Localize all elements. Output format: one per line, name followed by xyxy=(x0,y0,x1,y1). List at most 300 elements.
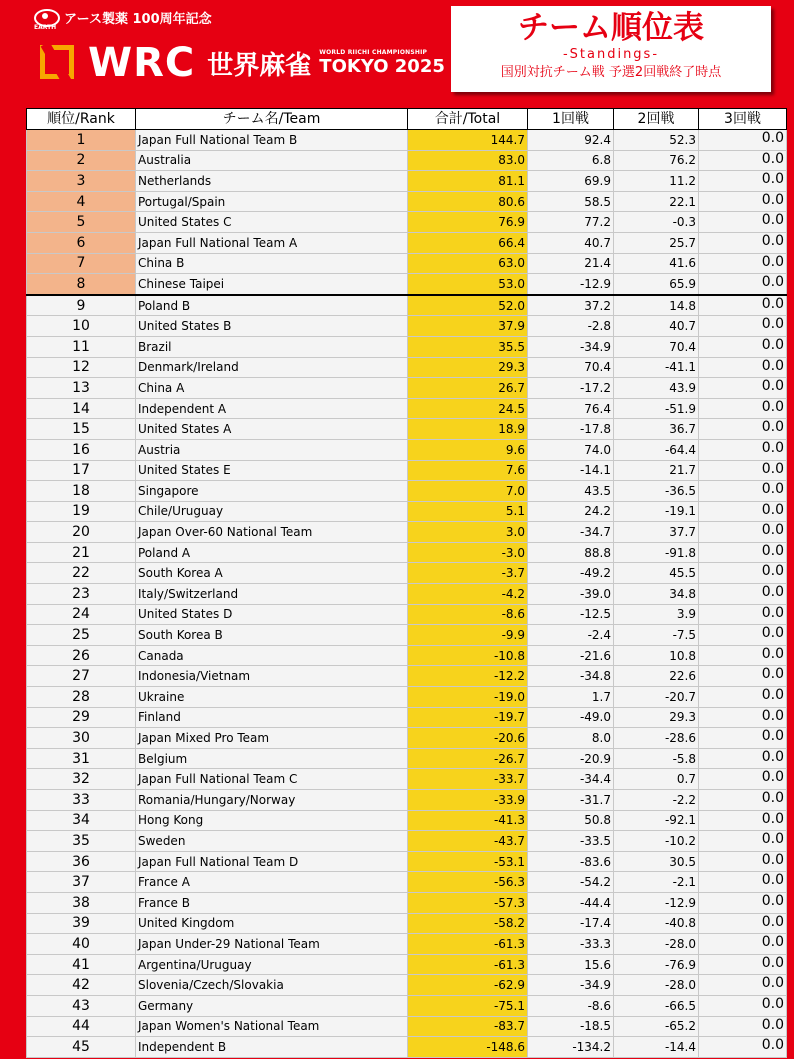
table-row xyxy=(27,460,787,481)
total-cell: -61.3 xyxy=(408,954,528,975)
round1-cell: -2.4 xyxy=(528,625,614,646)
round1-cell: -12.9 xyxy=(528,274,614,295)
team-name-cell: Chile/Uruguay xyxy=(136,501,408,522)
round3-cell: 0.0 xyxy=(699,481,787,502)
round1-cell: -34.9 xyxy=(528,336,614,357)
round3-cell: 0.0 xyxy=(699,934,787,955)
rank-cell: 29 xyxy=(27,707,136,728)
team-name-cell: China B xyxy=(136,253,408,274)
rank-cell: 36 xyxy=(27,851,136,872)
rank-cell: 3 xyxy=(27,171,136,192)
team-name-cell: France A xyxy=(136,872,408,893)
round2-cell: 45.5 xyxy=(614,563,699,584)
round3-cell: 0.0 xyxy=(699,191,787,212)
rank-cell: 8 xyxy=(27,274,136,295)
rank-cell: 14 xyxy=(27,398,136,419)
table-row xyxy=(27,274,787,295)
logo-small-text: WORLD RIICHI CHAMPIONSHIP xyxy=(319,49,428,56)
total-cell: 18.9 xyxy=(408,419,528,440)
round2-cell: -12.9 xyxy=(614,892,699,913)
round1-cell: 1.7 xyxy=(528,687,614,708)
round1-cell: 74.0 xyxy=(528,439,614,460)
logo-city-text: TOKYO 2025 xyxy=(319,56,445,77)
round2-cell: -28.0 xyxy=(614,934,699,955)
logo-jp-text: 世界麻雀 xyxy=(207,50,312,81)
table-row xyxy=(27,130,787,151)
round3-cell: 0.0 xyxy=(699,810,787,831)
team-name-cell: Argentina/Uruguay xyxy=(136,954,408,975)
round1-cell: -33.5 xyxy=(528,831,614,852)
rank-cell: 33 xyxy=(27,790,136,811)
rank-cell: 44 xyxy=(27,1016,136,1037)
total-cell: 26.7 xyxy=(408,378,528,399)
round3-cell: 0.0 xyxy=(699,975,787,996)
table-row xyxy=(27,212,787,233)
title-box xyxy=(451,6,771,92)
round3-cell: 0.0 xyxy=(699,542,787,563)
team-name-cell: Japan Full National Team A xyxy=(136,232,408,253)
table-row xyxy=(27,645,787,666)
team-name-cell: Romania/Hungary/Norway xyxy=(136,790,408,811)
round1-cell: -39.0 xyxy=(528,584,614,605)
table-row xyxy=(27,790,787,811)
team-name-cell: United States D xyxy=(136,604,408,625)
table-row xyxy=(27,336,787,357)
total-cell: 37.9 xyxy=(408,316,528,337)
rank-cell: 19 xyxy=(27,501,136,522)
total-cell: 35.5 xyxy=(408,336,528,357)
round1-cell: 6.8 xyxy=(528,150,614,171)
round3-cell: 0.0 xyxy=(699,1037,787,1058)
table-row xyxy=(27,522,787,543)
team-name-cell: Japan Full National Team C xyxy=(136,769,408,790)
table-row xyxy=(27,769,787,790)
team-name-cell: France B xyxy=(136,892,408,913)
round1-cell: -44.4 xyxy=(528,892,614,913)
team-name-cell: Hong Kong xyxy=(136,810,408,831)
round2-cell: -28.6 xyxy=(614,728,699,749)
total-cell: 5.1 xyxy=(408,501,528,522)
round1-cell: -34.7 xyxy=(528,522,614,543)
total-cell: 81.1 xyxy=(408,171,528,192)
table-row xyxy=(27,232,787,253)
round1-cell: -17.2 xyxy=(528,378,614,399)
team-name-cell: Japan Full National Team D xyxy=(136,851,408,872)
rank-cell: 37 xyxy=(27,872,136,893)
round1-cell: -17.4 xyxy=(528,913,614,934)
table-row xyxy=(27,150,787,171)
table-row xyxy=(27,748,787,769)
table-row xyxy=(27,563,787,584)
round3-cell: 0.0 xyxy=(699,419,787,440)
team-name-cell: Austria xyxy=(136,439,408,460)
team-name-cell: Italy/Switzerland xyxy=(136,584,408,605)
rank-cell: 43 xyxy=(27,995,136,1016)
team-name-cell: Germany xyxy=(136,995,408,1016)
total-cell: -20.6 xyxy=(408,728,528,749)
total-cell: -148.6 xyxy=(408,1037,528,1058)
total-cell: -83.7 xyxy=(408,1016,528,1037)
table-row xyxy=(27,295,787,316)
round1-cell: 58.5 xyxy=(528,191,614,212)
total-cell: -43.7 xyxy=(408,831,528,852)
round1-cell: -2.8 xyxy=(528,316,614,337)
rank-cell: 30 xyxy=(27,728,136,749)
round3-cell: 0.0 xyxy=(699,357,787,378)
rank-cell: 24 xyxy=(27,604,136,625)
round1-cell: 24.2 xyxy=(528,501,614,522)
team-name-cell: Brazil xyxy=(136,336,408,357)
table-header-row xyxy=(27,109,787,130)
round2-cell: -2.2 xyxy=(614,790,699,811)
total-cell: 29.3 xyxy=(408,357,528,378)
round1-cell: -33.3 xyxy=(528,934,614,955)
round1-cell: 76.4 xyxy=(528,398,614,419)
rank-cell: 25 xyxy=(27,625,136,646)
team-name-cell: Japan Women's National Team xyxy=(136,1016,408,1037)
round2-cell: 22.1 xyxy=(614,191,699,212)
table-row xyxy=(27,398,787,419)
team-name-cell: Canada xyxy=(136,645,408,666)
table-row xyxy=(27,995,787,1016)
standings-table xyxy=(26,108,787,1058)
table-row xyxy=(27,171,787,192)
round1-cell: -21.6 xyxy=(528,645,614,666)
total-cell: -61.3 xyxy=(408,934,528,955)
round2-cell: -91.8 xyxy=(614,542,699,563)
table-row xyxy=(27,892,787,913)
table-row xyxy=(27,542,787,563)
round1-cell: -34.9 xyxy=(528,975,614,996)
round1-cell: 15.6 xyxy=(528,954,614,975)
table-row xyxy=(27,810,787,831)
rank-cell: 22 xyxy=(27,563,136,584)
team-name-cell: China A xyxy=(136,378,408,399)
total-cell: 3.0 xyxy=(408,522,528,543)
round3-cell: 0.0 xyxy=(699,831,787,852)
round3-cell: 0.0 xyxy=(699,707,787,728)
column-header-total: 合計/Total xyxy=(408,109,528,130)
table-row xyxy=(27,954,787,975)
round1-cell: -34.4 xyxy=(528,769,614,790)
rank-cell: 31 xyxy=(27,748,136,769)
round3-cell: 0.0 xyxy=(699,1016,787,1037)
page-note: 国別対抗チーム戦 予選2回戦終了時点 xyxy=(500,65,722,80)
total-cell: -26.7 xyxy=(408,748,528,769)
table-body xyxy=(27,130,787,1058)
total-cell: 7.0 xyxy=(408,481,528,502)
column-header-round1: 1回戦 xyxy=(528,109,614,130)
table-row xyxy=(27,191,787,212)
team-name-cell: Australia xyxy=(136,150,408,171)
team-name-cell: Denmark/Ireland xyxy=(136,357,408,378)
round3-cell: 0.0 xyxy=(699,212,787,233)
table-row xyxy=(27,1037,787,1058)
table-row xyxy=(27,872,787,893)
rank-cell: 20 xyxy=(27,522,136,543)
team-name-cell: Poland A xyxy=(136,542,408,563)
table-row xyxy=(27,851,787,872)
round2-cell: -64.4 xyxy=(614,439,699,460)
table-row xyxy=(27,481,787,502)
table-row xyxy=(27,357,787,378)
round2-cell: -66.5 xyxy=(614,995,699,1016)
round3-cell: 0.0 xyxy=(699,892,787,913)
round2-cell: -51.9 xyxy=(614,398,699,419)
round3-cell: 0.0 xyxy=(699,872,787,893)
round1-cell: 92.4 xyxy=(528,130,614,151)
rank-cell: 6 xyxy=(27,232,136,253)
wrc-logo xyxy=(36,40,445,86)
rank-cell: 13 xyxy=(27,378,136,399)
total-cell: -9.9 xyxy=(408,625,528,646)
page-title: チーム順位表 xyxy=(518,10,704,46)
team-name-cell: South Korea B xyxy=(136,625,408,646)
round3-cell: 0.0 xyxy=(699,645,787,666)
round2-cell: -14.4 xyxy=(614,1037,699,1058)
round1-cell: -17.8 xyxy=(528,419,614,440)
team-name-cell: Independent A xyxy=(136,398,408,419)
round3-cell: 0.0 xyxy=(699,666,787,687)
table-row xyxy=(27,501,787,522)
team-name-cell: Japan Full National Team B xyxy=(136,130,408,151)
round3-cell: 0.0 xyxy=(699,501,787,522)
team-name-cell: Independent B xyxy=(136,1037,408,1058)
rank-cell: 1 xyxy=(27,130,136,151)
total-cell: 7.6 xyxy=(408,460,528,481)
table-row xyxy=(27,934,787,955)
table-row xyxy=(27,378,787,399)
round2-cell: 11.2 xyxy=(614,171,699,192)
total-cell: -4.2 xyxy=(408,584,528,605)
round3-cell: 0.0 xyxy=(699,604,787,625)
round3-cell: 0.0 xyxy=(699,954,787,975)
team-name-cell: Netherlands xyxy=(136,171,408,192)
team-name-cell: United States B xyxy=(136,316,408,337)
total-cell: -75.1 xyxy=(408,995,528,1016)
total-cell: 9.6 xyxy=(408,439,528,460)
table-row xyxy=(27,707,787,728)
total-cell: 63.0 xyxy=(408,253,528,274)
round3-cell: 0.0 xyxy=(699,398,787,419)
team-name-cell: Sweden xyxy=(136,831,408,852)
total-cell: -3.7 xyxy=(408,563,528,584)
sponsor-text: アース製薬 100周年記念 xyxy=(64,12,212,27)
round1-cell: -18.5 xyxy=(528,1016,614,1037)
round2-cell: 0.7 xyxy=(614,769,699,790)
team-name-cell: Portugal/Spain xyxy=(136,191,408,212)
round2-cell: 3.9 xyxy=(614,604,699,625)
round3-cell: 0.0 xyxy=(699,336,787,357)
total-cell: 53.0 xyxy=(408,274,528,295)
table-row xyxy=(27,625,787,646)
round3-cell: 0.0 xyxy=(699,378,787,399)
round3-cell: 0.0 xyxy=(699,316,787,337)
table-row xyxy=(27,253,787,274)
rank-cell: 40 xyxy=(27,934,136,955)
round3-cell: 0.0 xyxy=(699,274,787,295)
round1-cell: -49.0 xyxy=(528,707,614,728)
total-cell: -33.9 xyxy=(408,790,528,811)
team-name-cell: Ukraine xyxy=(136,687,408,708)
round1-cell: 88.8 xyxy=(528,542,614,563)
round1-cell: 69.9 xyxy=(528,171,614,192)
rank-cell: 35 xyxy=(27,831,136,852)
team-name-cell: South Korea A xyxy=(136,563,408,584)
round3-cell: 0.0 xyxy=(699,748,787,769)
total-cell: -8.6 xyxy=(408,604,528,625)
total-cell: -41.3 xyxy=(408,810,528,831)
rank-cell: 7 xyxy=(27,253,136,274)
team-name-cell: Poland B xyxy=(136,295,408,316)
table-row xyxy=(27,419,787,440)
rank-cell: 34 xyxy=(27,810,136,831)
total-cell: 24.5 xyxy=(408,398,528,419)
round2-cell: 22.6 xyxy=(614,666,699,687)
round2-cell: -2.1 xyxy=(614,872,699,893)
round3-cell: 0.0 xyxy=(699,253,787,274)
round2-cell: -7.5 xyxy=(614,625,699,646)
rank-cell: 17 xyxy=(27,460,136,481)
round2-cell: -0.3 xyxy=(614,212,699,233)
table-row xyxy=(27,439,787,460)
round3-cell: 0.0 xyxy=(699,728,787,749)
round3-cell: 0.0 xyxy=(699,769,787,790)
rank-cell: 42 xyxy=(27,975,136,996)
page-subtitle: -Standings- xyxy=(562,47,660,62)
rank-cell: 10 xyxy=(27,316,136,337)
total-cell: -62.9 xyxy=(408,975,528,996)
column-header-round2: 2回戦 xyxy=(614,109,699,130)
round1-cell: 21.4 xyxy=(528,253,614,274)
round1-cell: -20.9 xyxy=(528,748,614,769)
total-cell: -19.0 xyxy=(408,687,528,708)
rank-cell: 16 xyxy=(27,439,136,460)
table-row xyxy=(27,831,787,852)
round1-cell: -54.2 xyxy=(528,872,614,893)
rank-cell: 28 xyxy=(27,687,136,708)
round2-cell: 36.7 xyxy=(614,419,699,440)
table-row xyxy=(27,316,787,337)
column-header-round3: 3回戦 xyxy=(699,109,787,130)
round1-cell: -49.2 xyxy=(528,563,614,584)
table-row xyxy=(27,913,787,934)
team-name-cell: Japan Over-60 National Team xyxy=(136,522,408,543)
table-row xyxy=(27,666,787,687)
round1-cell: -31.7 xyxy=(528,790,614,811)
round2-cell: 21.7 xyxy=(614,460,699,481)
rank-cell: 41 xyxy=(27,954,136,975)
rank-cell: 38 xyxy=(27,892,136,913)
round3-cell: 0.0 xyxy=(699,687,787,708)
round3-cell: 0.0 xyxy=(699,790,787,811)
round3-cell: 0.0 xyxy=(699,460,787,481)
round2-cell: 14.8 xyxy=(614,295,699,316)
round2-cell: -40.8 xyxy=(614,913,699,934)
round3-cell: 0.0 xyxy=(699,171,787,192)
rank-cell: 2 xyxy=(27,150,136,171)
table-row xyxy=(27,584,787,605)
rank-cell: 39 xyxy=(27,913,136,934)
team-name-cell: Japan Under-29 National Team xyxy=(136,934,408,955)
round3-cell: 0.0 xyxy=(699,522,787,543)
round1-cell: 50.8 xyxy=(528,810,614,831)
total-cell: 80.6 xyxy=(408,191,528,212)
total-cell: 52.0 xyxy=(408,295,528,316)
team-name-cell: Belgium xyxy=(136,748,408,769)
round2-cell: 70.4 xyxy=(614,336,699,357)
sponsor-small-text: EARTH xyxy=(34,24,57,31)
team-name-cell: Chinese Taipei xyxy=(136,274,408,295)
round2-cell: -92.1 xyxy=(614,810,699,831)
total-cell: -3.0 xyxy=(408,542,528,563)
team-name-cell: United States C xyxy=(136,212,408,233)
total-cell: -12.2 xyxy=(408,666,528,687)
round2-cell: -41.1 xyxy=(614,357,699,378)
rank-cell: 5 xyxy=(27,212,136,233)
column-header-rank: 順位/Rank xyxy=(27,109,136,130)
round3-cell: 0.0 xyxy=(699,295,787,316)
round2-cell: -5.8 xyxy=(614,748,699,769)
round2-cell: -19.1 xyxy=(614,501,699,522)
round3-cell: 0.0 xyxy=(699,584,787,605)
round3-cell: 0.0 xyxy=(699,130,787,151)
round2-cell: 65.9 xyxy=(614,274,699,295)
rank-cell: 12 xyxy=(27,357,136,378)
total-cell: 66.4 xyxy=(408,232,528,253)
round1-cell: 70.4 xyxy=(528,357,614,378)
team-name-cell: Indonesia/Vietnam xyxy=(136,666,408,687)
round3-cell: 0.0 xyxy=(699,851,787,872)
round3-cell: 0.0 xyxy=(699,150,787,171)
round2-cell: 40.7 xyxy=(614,316,699,337)
round2-cell: 41.6 xyxy=(614,253,699,274)
team-name-cell: Japan Mixed Pro Team xyxy=(136,728,408,749)
team-name-cell: Finland xyxy=(136,707,408,728)
round3-cell: 0.0 xyxy=(699,563,787,584)
rank-cell: 18 xyxy=(27,481,136,502)
total-cell: -57.3 xyxy=(408,892,528,913)
round2-cell: 43.9 xyxy=(614,378,699,399)
round2-cell: 34.8 xyxy=(614,584,699,605)
rank-cell: 27 xyxy=(27,666,136,687)
round1-cell: 43.5 xyxy=(528,481,614,502)
team-name-cell: Slovenia/Czech/Slovakia xyxy=(136,975,408,996)
rank-cell: 11 xyxy=(27,336,136,357)
table-row xyxy=(27,975,787,996)
sponsor-banner xyxy=(34,8,212,31)
round2-cell: -10.2 xyxy=(614,831,699,852)
round1-cell: 8.0 xyxy=(528,728,614,749)
round2-cell: -36.5 xyxy=(614,481,699,502)
wrc-emblem-icon xyxy=(36,41,80,85)
round1-cell: -8.6 xyxy=(528,995,614,1016)
round2-cell: -28.0 xyxy=(614,975,699,996)
round2-cell: 37.7 xyxy=(614,522,699,543)
round3-cell: 0.0 xyxy=(699,232,787,253)
total-cell: -19.7 xyxy=(408,707,528,728)
rank-cell: 26 xyxy=(27,645,136,666)
table-row xyxy=(27,687,787,708)
team-name-cell: United States E xyxy=(136,460,408,481)
total-cell: -33.7 xyxy=(408,769,528,790)
column-header-team: チーム名/Team xyxy=(136,109,408,130)
round2-cell: -20.7 xyxy=(614,687,699,708)
round1-cell: 77.2 xyxy=(528,212,614,233)
rank-cell: 32 xyxy=(27,769,136,790)
rank-cell: 15 xyxy=(27,419,136,440)
table-row xyxy=(27,1016,787,1037)
